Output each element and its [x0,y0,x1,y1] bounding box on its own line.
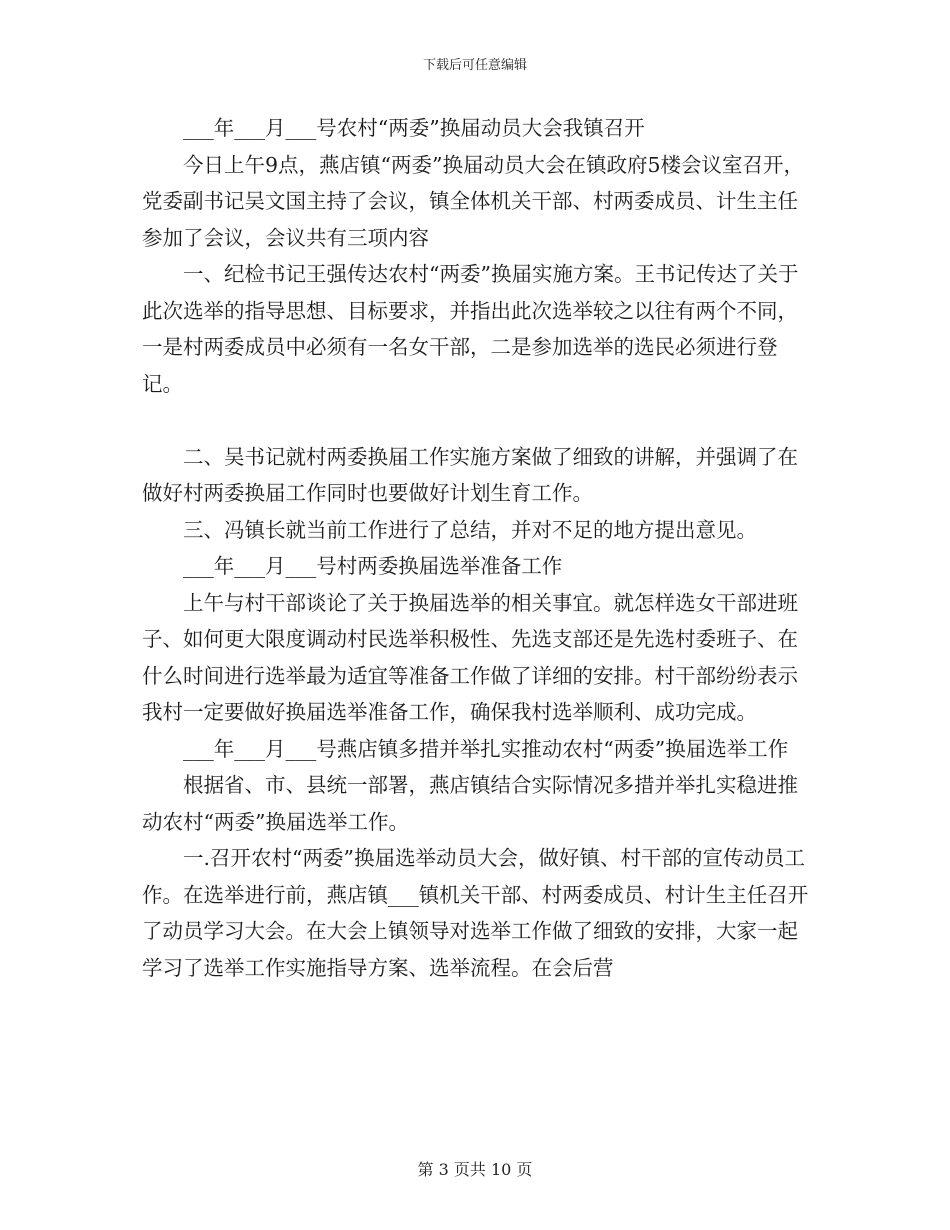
paragraph-measures-intro: 根据省、市、县统一部署，燕店镇结合实际情况多措并举扎实稳进推动农村“两委”换届选举工作。 [142,773,798,834]
paragraph-item-one: 一、纪检书记王强传达农村“两委”换届实施方案。王书记传达了关于此次选举的指导思想、目标要求，并指出此次选举较之以往有两个不同，一是村两委成员中必须有一名女干部，二是参加选举的选民必须进行登记。 [142,262,799,396]
paragraph-item-two: 二、吴书记就村两委换届工作实施方案做了细致的讲解，并强调了在做好村两委换届工作同时也要做好计划生育工作。 [142,444,798,505]
page-header: 下载后可任意编辑 [422,58,527,73]
paragraph-spacer [142,402,810,439]
paragraph-prep-title: ___年___月___号村两委换届选举准备工作 [183,554,563,578]
paragraph-measures-one: 一.召开农村“两委”换届选举动员大会，做好镇、村干部的宣传动员工作。在选举进行前，燕店镇___镇机关干部、村两委成员、村计生主任召开了动员学习大会。在大会上镇领导对选举工作做了细致的安排，大家一起学习了选举工作实施指导方案、选举流程。在会后营 [142,846,809,980]
document-body [142,110,810,986]
paragraph-measures-title: ___年___月___号燕店镇多措并举扎实推动农村“两委”换届选举工作 [183,736,789,761]
paragraph-meeting-intro: 今日上午9点，燕店镇“两委”换届动员大会在镇政府5楼会议室召开，党委副书记吴文国主持了会议，镇全体机关干部、村两委成员、计生主任参加了会议，会议共有三项内容 [142,152,805,250]
paragraph-prep-body: 上午与村干部谈论了关于换届选举的相关事宜。就怎样选女干部进班子、如何更大限度调动村民选举积极性、先选支部还是先选村委班子、在什么时间进行选举最为适宜等准备工作做了详细的安排。村干部纷纷表示我村一定要做好换届选举准备工作，确保我村选举顺利、成功完成。 [142,590,798,724]
page-footer: 第 3 页共 10 页 [417,1160,533,1179]
paragraph-item-three: 三、冯镇长就当前工作进行了总结，并对不足的地方提出意见。 [183,517,757,542]
paragraph-meeting-title: ___年___月___号农村“两委”换届动员大会我镇召开 [183,116,645,140]
